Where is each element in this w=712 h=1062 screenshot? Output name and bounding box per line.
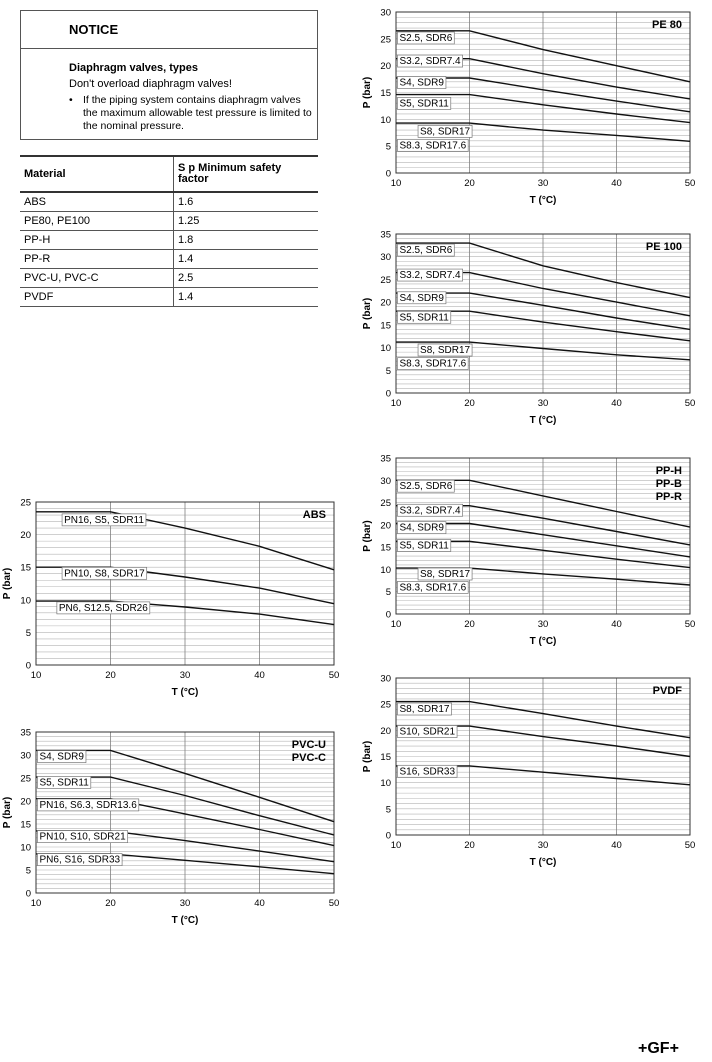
- curve-label: S2.5, SDR6: [399, 481, 453, 493]
- header-material: Material: [20, 156, 174, 192]
- curve-label: S8, SDR17: [420, 569, 471, 581]
- y-tick-label: 20: [20, 796, 31, 808]
- y-tick-label: 0: [385, 388, 391, 400]
- y-axis-label: P (bar): [362, 297, 373, 330]
- y-tick-label: 20: [380, 725, 391, 737]
- y-tick-label: 25: [380, 34, 391, 46]
- notice-box: [20, 10, 318, 140]
- curve-label: PN6, S12.5, SDR26: [58, 602, 148, 614]
- x-tick-label: 20: [464, 178, 475, 189]
- curve-label: S4, SDR9: [399, 77, 444, 89]
- curve-label: S2.5, SDR6: [399, 32, 453, 44]
- x-tick-label: 40: [611, 178, 622, 189]
- y-tick-label: 25: [20, 497, 31, 509]
- table-row: [20, 212, 318, 231]
- x-tick-label: 10: [390, 619, 402, 630]
- chart-title: PP-R: [655, 491, 682, 503]
- x-tick-label: 40: [254, 670, 265, 681]
- x-tick-label: 30: [537, 398, 549, 409]
- y-tick-label: 5: [25, 627, 31, 639]
- y-tick-label: 20: [380, 297, 391, 309]
- x-axis-label: T (°C): [529, 636, 557, 647]
- y-tick-label: 15: [380, 88, 391, 99]
- y-tick-label: 15: [380, 320, 391, 332]
- y-tick-label: 10: [20, 595, 31, 607]
- y-tick-label: 10: [380, 564, 391, 576]
- y-tick-label: 30: [380, 252, 391, 264]
- table-header-row: [20, 156, 318, 192]
- curve-label: S16, SDR33: [399, 766, 456, 778]
- y-tick-label: 35: [380, 229, 391, 241]
- chart-title: ABS: [302, 509, 326, 521]
- curve-label: S5, SDR11: [399, 98, 449, 110]
- y-tick-label: 25: [380, 498, 391, 510]
- curve-label: S8.3, SDR17.6: [399, 140, 467, 152]
- y-tick-label: 15: [20, 819, 31, 831]
- x-tick-label: 40: [611, 840, 622, 851]
- curve-label: S5, SDR11: [399, 312, 449, 324]
- y-tick-label: 35: [380, 453, 391, 465]
- y-axis-label: P (bar): [2, 796, 13, 829]
- chart-title: PVC-C: [291, 752, 326, 764]
- y-tick-label: 20: [20, 530, 31, 542]
- curve-label: S4, SDR9: [399, 522, 444, 534]
- y-tick-label: 0: [25, 660, 31, 672]
- x-axis-label: T (°C): [529, 857, 557, 868]
- y-tick-label: 15: [20, 562, 31, 574]
- x-tick-label: 20: [105, 670, 116, 681]
- x-tick-label: 50: [684, 178, 696, 189]
- chart-pvc: [0, 722, 350, 932]
- bullet-dot-icon: •: [69, 94, 73, 106]
- cell-material: PVDF: [20, 288, 174, 307]
- notice-subtitle: Diaphragm valves, types: [69, 62, 199, 74]
- notice-text: Don't overload diaphragm valves!: [69, 78, 232, 90]
- cell-factor: 2.5: [174, 269, 319, 288]
- gf-logo: +GF+: [638, 1040, 679, 1057]
- x-tick-label: 30: [537, 178, 549, 189]
- x-tick-label: 20: [464, 398, 475, 409]
- x-tick-label: 30: [537, 840, 549, 851]
- y-axis-label: P (bar): [2, 567, 13, 600]
- x-tick-label: 20: [464, 619, 475, 630]
- x-tick-label: 10: [390, 398, 402, 409]
- curve-label: S8, SDR17: [420, 345, 471, 357]
- curve-label: S10, SDR21: [399, 726, 456, 738]
- y-tick-label: 30: [20, 750, 31, 762]
- x-tick-label: 20: [464, 840, 475, 851]
- curve-label: PN16, S5, SDR11: [64, 514, 144, 526]
- x-axis-label: T (°C): [529, 195, 557, 206]
- y-tick-label: 25: [20, 773, 31, 785]
- y-tick-label: 0: [385, 168, 391, 180]
- table-row: [20, 288, 318, 307]
- curve-label: S4, SDR9: [39, 751, 84, 763]
- curve-label: PN10, S8, SDR17: [64, 568, 145, 580]
- y-tick-label: 10: [380, 343, 391, 355]
- safety-factor-table: [20, 155, 318, 307]
- curve-label: PN10, S10, SDR21: [39, 831, 126, 843]
- chart-pe80: [350, 0, 702, 212]
- y-tick-label: 25: [380, 274, 391, 286]
- table-row: [20, 269, 318, 288]
- chart-pp: [350, 446, 702, 656]
- chart-abs: [0, 492, 350, 704]
- chart-title: PE 80: [652, 19, 682, 31]
- y-tick-label: 30: [380, 673, 391, 685]
- y-tick-label: 0: [25, 888, 31, 900]
- y-tick-label: 5: [25, 865, 31, 877]
- y-tick-label: 15: [380, 542, 391, 554]
- table-row: [20, 231, 318, 250]
- curve-label: S5, SDR11: [39, 777, 89, 789]
- chart-title: PP-B: [655, 478, 682, 490]
- cell-material: ABS: [20, 192, 174, 212]
- y-tick-label: 30: [380, 7, 391, 19]
- chart-title: PVC-U: [291, 739, 326, 751]
- curve-label: S3.2, SDR7.4: [399, 505, 461, 517]
- y-tick-label: 0: [385, 609, 391, 621]
- y-tick-label: 5: [385, 587, 391, 599]
- y-tick-label: 0: [385, 830, 391, 842]
- x-tick-label: 30: [537, 619, 549, 630]
- x-tick-label: 30: [179, 898, 191, 909]
- curve-label: S5, SDR11: [399, 540, 449, 552]
- x-axis-label: T (°C): [529, 415, 557, 426]
- chart-pe100: [350, 222, 702, 432]
- y-axis-label: P (bar): [362, 740, 373, 773]
- curve-label: S3.2, SDR7.4: [399, 56, 461, 68]
- cell-material: PE80, PE100: [20, 212, 174, 231]
- cell-material: PP-H: [20, 231, 174, 250]
- cell-material: PP-R: [20, 250, 174, 269]
- notice-header: [21, 11, 317, 49]
- x-tick-label: 50: [328, 898, 340, 909]
- cell-factor: 1.25: [174, 212, 319, 231]
- x-tick-label: 50: [328, 670, 340, 681]
- x-axis-label: T (°C): [171, 915, 199, 926]
- chart-title: PVDF: [652, 685, 682, 697]
- curve-label: PN6, S16, SDR33: [39, 854, 121, 866]
- notice-title: NOTICE: [69, 22, 119, 37]
- y-tick-label: 5: [385, 804, 391, 816]
- x-axis-label: T (°C): [171, 687, 199, 698]
- x-tick-label: 20: [105, 898, 116, 909]
- x-tick-label: 40: [611, 619, 622, 630]
- curve-label: S8, SDR17: [399, 704, 450, 716]
- cell-material: PVC-U, PVC-C: [20, 269, 174, 288]
- y-axis-label: P (bar): [362, 76, 373, 109]
- x-tick-label: 10: [30, 898, 42, 909]
- curve-label: S8, SDR17: [420, 126, 471, 138]
- curve-label: S3.2, SDR7.4: [399, 270, 461, 282]
- y-tick-label: 25: [380, 699, 391, 711]
- cell-factor: 1.8: [174, 231, 319, 250]
- curve-label: S8.3, SDR17.6: [399, 358, 467, 370]
- y-tick-label: 5: [385, 365, 391, 377]
- curve-label: S2.5, SDR6: [399, 245, 453, 257]
- y-axis-label: P (bar): [362, 520, 373, 552]
- chart-pvdf: [350, 668, 702, 880]
- chart-title: PP-H: [655, 465, 682, 477]
- x-tick-label: 40: [611, 398, 622, 409]
- header-safety-factor: S p Minimum safety factor: [174, 156, 319, 192]
- x-tick-label: 10: [390, 178, 402, 189]
- y-tick-label: 10: [20, 842, 31, 854]
- curve-label: PN16, S6.3, SDR13.6: [39, 799, 137, 811]
- y-tick-label: 30: [380, 475, 391, 487]
- notice-bullet: [69, 94, 314, 133]
- y-tick-label: 20: [380, 520, 391, 532]
- x-tick-label: 50: [684, 619, 696, 630]
- cell-factor: 1.4: [174, 250, 319, 269]
- chart-title: PE 100: [645, 241, 682, 253]
- table-row: [20, 250, 318, 269]
- x-tick-label: 10: [390, 840, 402, 851]
- y-tick-label: 5: [385, 141, 391, 153]
- x-tick-label: 10: [30, 670, 42, 681]
- curve-label: S4, SDR9: [399, 292, 444, 304]
- y-tick-label: 10: [380, 778, 391, 790]
- y-tick-label: 10: [380, 114, 391, 126]
- y-tick-label: 20: [380, 61, 391, 73]
- y-tick-label: 15: [380, 752, 391, 763]
- curve-label: S8.3, SDR17.6: [399, 582, 467, 594]
- x-tick-label: 50: [684, 398, 696, 409]
- x-tick-label: 40: [254, 898, 265, 909]
- y-tick-label: 35: [20, 727, 31, 739]
- notice-bullet-text: If the piping system contains diaphragm valves the maximum allowable test pressure is limited to the nominal pressure.: [83, 94, 312, 132]
- cell-factor: 1.4: [174, 288, 319, 307]
- cell-factor: 1.6: [174, 192, 319, 212]
- x-tick-label: 50: [684, 840, 696, 851]
- table-row: [20, 192, 318, 212]
- x-tick-label: 30: [179, 670, 191, 681]
